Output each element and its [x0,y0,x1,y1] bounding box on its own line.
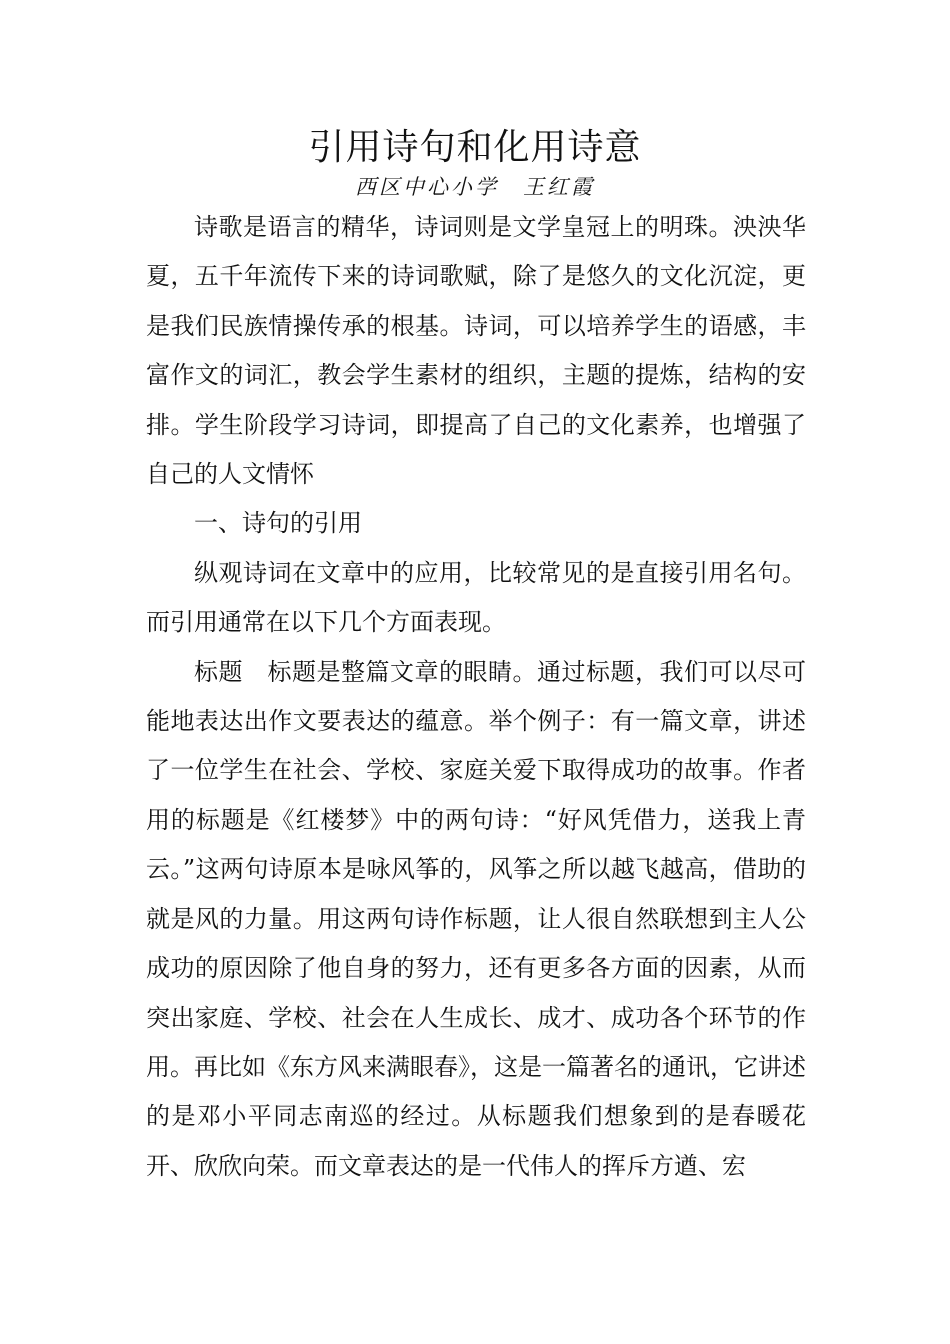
paragraph-title-usage: 标题 标题是整篇文章的眼睛。通过标题，我们可以尽可能地表达出作文要表达的蕴意。举个例子：有一篇文章，讲述了一位学生在社会、学校、家庭关爱下取得成功的故事。作者用的标题是《红楼梦》中的两句诗：“好风凭借力，送我上青云。”这两句诗原本是咏风筝的，风筝之所以越飞越高，借助的就是风的力量。用这两句诗作标题，让人很自然联想到主人公成功的原因除了他自身的努力，还有更多各方面的因素，从而突出家庭、学校、社会在人生成长、成才、成功各个环节的作用。再比如《东方风来满眼春》，这是一篇著名的通讯，它讲述的是邓小平同志南巡的经过。从标题我们想象到的是春暖花开、欣欣向荣。而文章表达的是一代伟人的挥斥方遒、宏 [146,657,806,1180]
section-heading: 一、诗句的引用 [194,509,362,538]
document-body [146,203,806,1191]
page-title: 引用诗句和化用诗意 [308,127,642,168]
author-byline: 西区中心小学 王红霞 [355,175,595,199]
paragraph-intro: 诗歌是语言的精华，诗词则是文学皇冠上的明珠。泱泱华夏，五千年流传下来的诗词歌赋，除了是悠久的文化沉淀，更是我们民族情操传承的根基。诗词，可以培养学生的语感，丰富作文的词汇，教会学生素材的组织，主题的提炼，结构的安排。学生阶段学习诗词，即提高了自己的文化素养，也增强了自己的人文情怀 [146,213,806,489]
paragraph-overview: 纵观诗词在文章中的应用，比较常见的是直接引用名句。而引用通常在以下几个方面表现。 [146,558,806,637]
